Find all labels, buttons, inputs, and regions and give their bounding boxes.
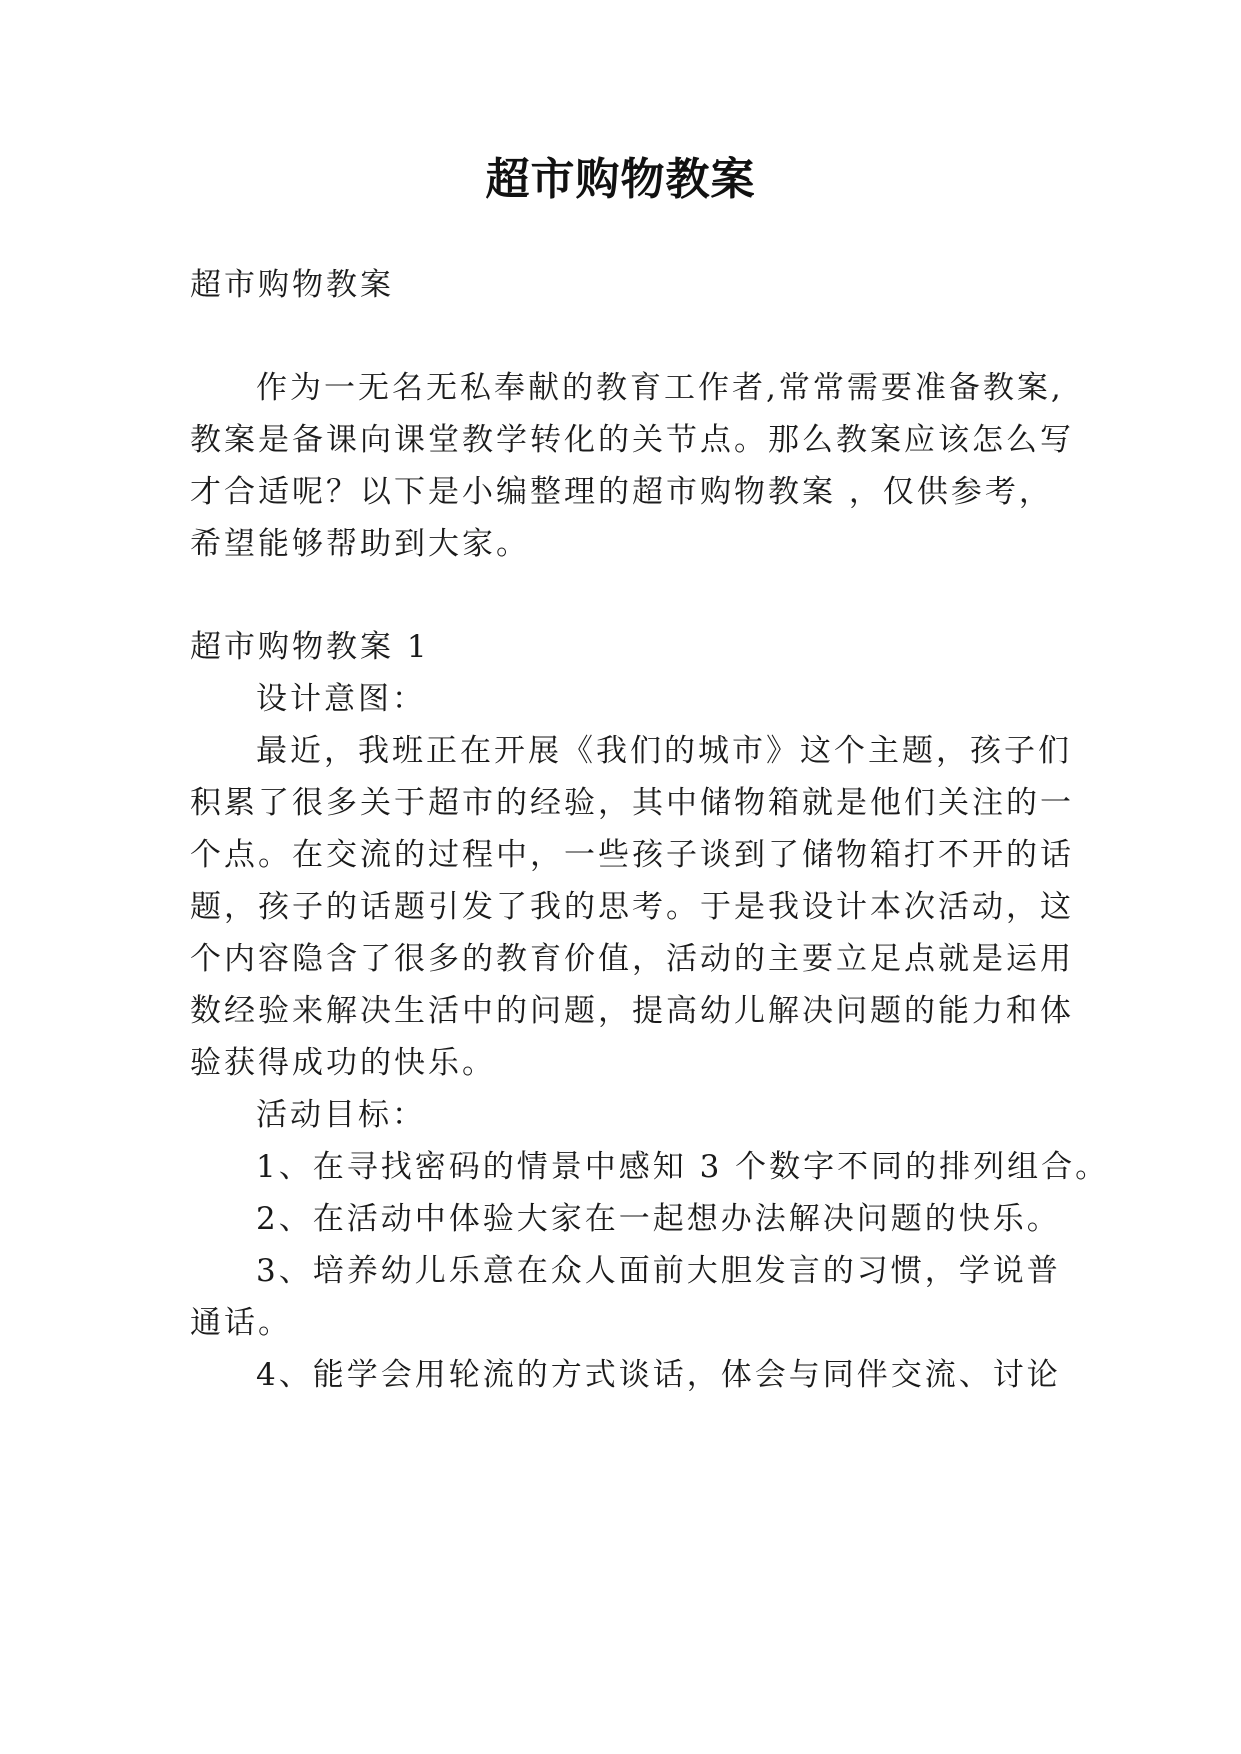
intro-line-4: 希望能够帮助到大家。 <box>190 526 530 562</box>
intro-line-1: 作为一无名无私奉献的教育工作者,常常需要准备教案, <box>256 370 1064 406</box>
document-subtitle: 超市购物教案 <box>190 267 394 303</box>
goal-line-2: 2、在活动中体验大家在一起想办法解决问题的快乐。 <box>256 1201 1061 1237</box>
design-intent-label: 设计意图： <box>256 681 426 717</box>
design-intent-line-5: 个内容隐含了很多的教育价值，活动的主要立足点就是运用 <box>190 941 1074 977</box>
design-intent-line-2: 积累了很多关于超市的经验，其中储物箱就是他们关注的一 <box>190 785 1074 821</box>
design-intent-line-6: 数经验来解决生活中的问题，提高幼儿解决问题的能力和体 <box>190 993 1074 1029</box>
design-intent-line-3: 个点。在交流的过程中，一些孩子谈到了储物箱打不开的话 <box>190 837 1074 873</box>
document-title: 超市购物教案 <box>485 154 756 205</box>
goals-label: 活动目标： <box>256 1097 426 1133</box>
goal-line-3-cont: 通话。 <box>190 1305 292 1341</box>
section-heading: 超市购物教案 1 <box>190 629 430 665</box>
intro-line-2: 教案是备课向课堂教学转化的关节点。那么教案应该怎么写 <box>190 422 1074 458</box>
design-intent-line-7: 验获得成功的快乐。 <box>190 1045 496 1081</box>
goal-line-3: 3、培养幼儿乐意在众人面前大胆发言的习惯，学说普 <box>256 1253 1061 1289</box>
goal-line-1: 1、在寻找密码的情景中感知 3 个数字不同的排列组合。 <box>256 1149 1110 1185</box>
goal-line-4: 4、能学会用轮流的方式谈话，体会与同伴交流、讨论 <box>256 1357 1061 1393</box>
intro-line-3: 才合适呢？以下是小编整理的超市购物教案 ，仅供参考， <box>190 474 1053 510</box>
design-intent-line-1: 最近，我班正在开展《我们的城市》这个主题，孩子们 <box>256 733 1072 769</box>
design-intent-line-4: 题，孩子的话题引发了我的思考。于是我设计本次活动，这 <box>190 889 1074 925</box>
